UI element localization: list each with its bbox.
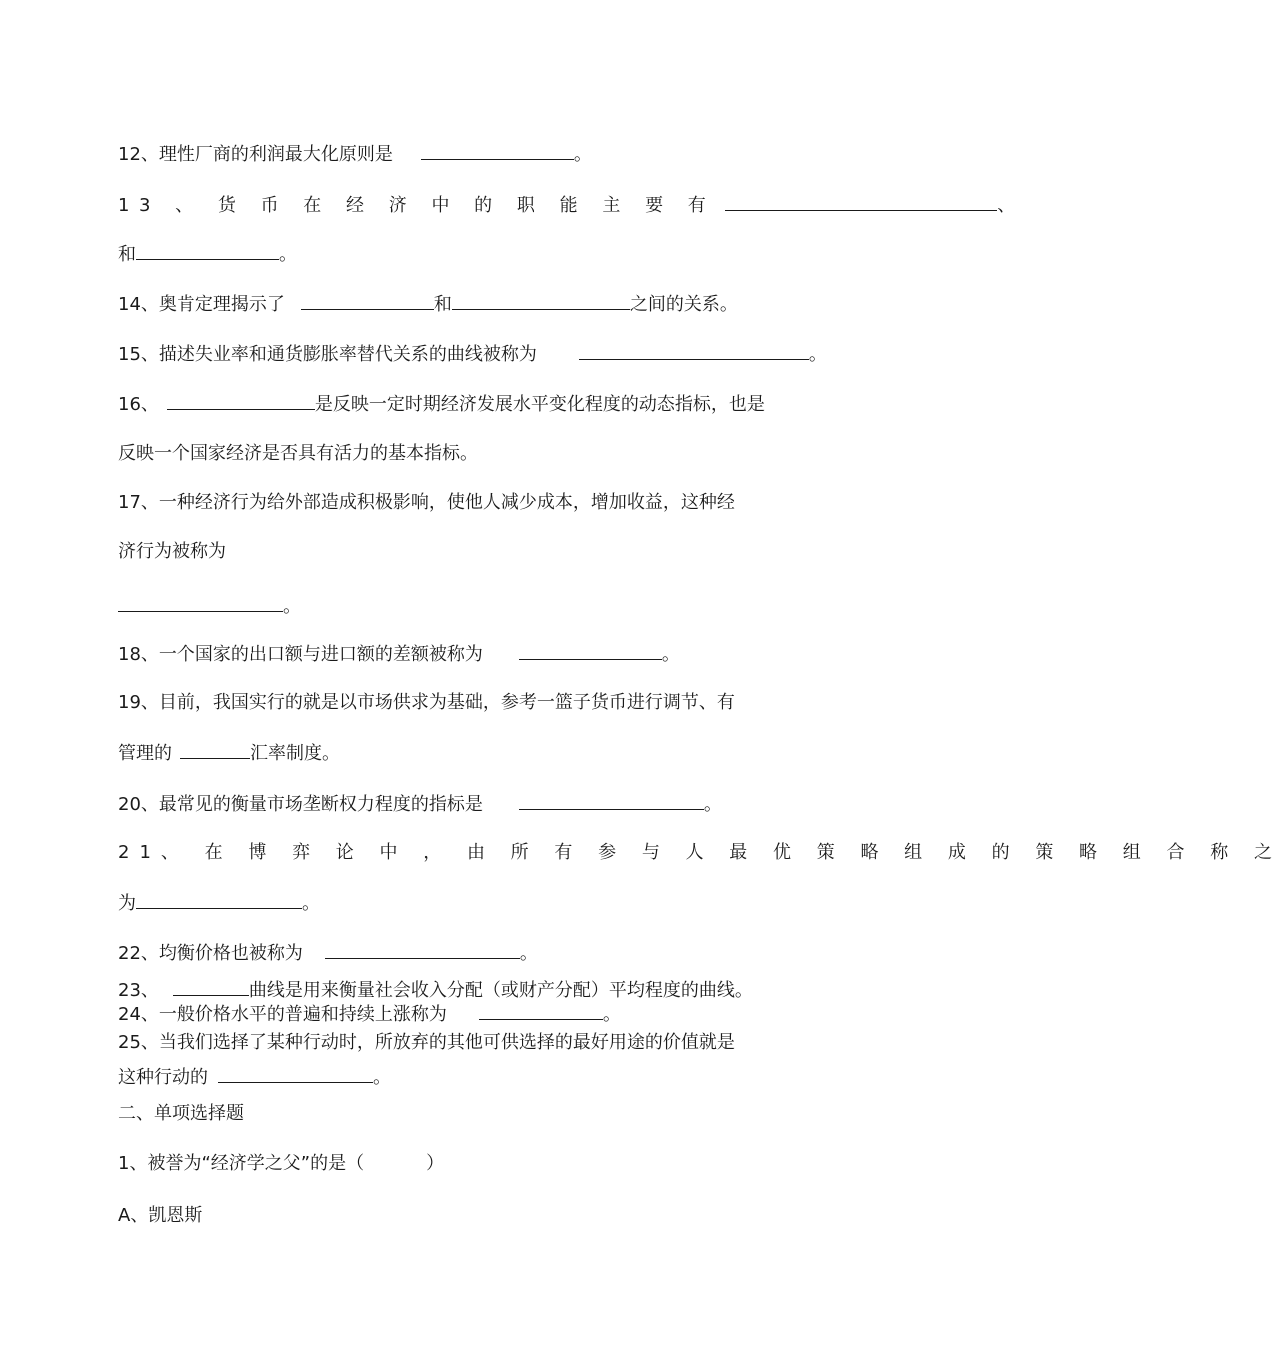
question-13-line2: 和 。 [118, 241, 297, 267]
answer-blank[interactable] [725, 192, 997, 211]
answer-blank[interactable] [118, 593, 283, 612]
question-13-text: 13 、 货 币 在 经 济 中 的 职 能 主 要 有 [118, 195, 716, 216]
question-17: 17、一种经济行为给外部造成积极影响，使他人减少成本，增加收益，这种经 [118, 492, 735, 513]
question-18-text: 18、一个国家的出口额与进口额的差额被称为 [118, 644, 483, 665]
question-17-line2: 济行为被称为 [118, 541, 226, 562]
question-23: 23、 曲线是用来衡量社会收入分配（或财产分配）平均程度的曲线。 [118, 977, 753, 1003]
question-16-line2: 反映一个国家经济是否具有活力的基本指标。 [118, 443, 478, 464]
question-14: 14、奥肯定理揭示了 和 之间的关系。 [118, 291, 738, 317]
question-25: 25、当我们选择了某种行动时，所放弃的其他可供选择的最好用途的价值就是 [118, 1032, 735, 1053]
question-14-text: 14、奥肯定理揭示了 [118, 294, 285, 315]
answer-blank[interactable] [421, 141, 574, 160]
answer-blank[interactable] [479, 1001, 603, 1020]
question-23-text: 曲线是用来衡量社会收入分配（或财产分配）平均程度的曲线。 [248, 980, 753, 1001]
answer-blank[interactable] [136, 890, 302, 909]
question-24-text: 24、一般价格水平的普遍和持续上涨称为 [118, 1004, 447, 1025]
question-17-line3: 。 [118, 593, 301, 619]
answer-blank[interactable] [167, 391, 315, 410]
answer-blank[interactable] [180, 740, 250, 759]
answer-blank[interactable] [136, 241, 279, 260]
question-16: 16、 是反映一定时期经济发展水平变化程度的动态指标，也是 [118, 391, 765, 417]
question-22-text: 22、均衡价格也被称为 [118, 943, 303, 964]
question-20-text: 20、最常见的衡量市场垄断权力程度的指标是 [118, 794, 483, 815]
question-22: 22、均衡价格也被称为 。 [118, 940, 538, 966]
answer-blank[interactable] [519, 641, 662, 660]
question-12-text: 12、理性厂商的利润最大化原则是 [118, 144, 393, 165]
answer-blank[interactable] [325, 940, 520, 959]
question-16-text: 是反映一定时期经济发展水平变化程度的动态指标，也是 [314, 394, 765, 415]
mc-question-1: 1、被誉为“经济学之父”的是（ ） [118, 1153, 445, 1174]
question-12: 12、理性厂商的利润最大化原则是 。 [118, 141, 592, 167]
option-a[interactable]: A、凯恩斯 [118, 1205, 203, 1226]
answer-blank[interactable] [218, 1064, 373, 1083]
answer-blank[interactable] [173, 977, 249, 996]
question-21-text: 21、 在 博 弈 论 中 ， 由 所 有 参 与 人 最 优 策 略 组 成 的 策 略 组 合 称 之 [118, 842, 1282, 863]
question-18: 18、一个国家的出口额与进口额的差额被称为 。 [118, 641, 680, 667]
question-21-line2: 为 。 [118, 890, 320, 916]
question-25-line2: 这种行动的 。 [118, 1064, 391, 1090]
question-13: 13 、 货 币 在 经 济 中 的 职 能 主 要 有 、 [118, 192, 1015, 218]
question-19: 19、目前，我国实行的就是以市场供求为基础，参考一篮子货币进行调节、有 [118, 692, 735, 713]
question-19-line2: 管理的 汇率制度。 [118, 740, 340, 766]
answer-blank[interactable] [519, 791, 704, 810]
answer-blank[interactable] [301, 291, 434, 310]
answer-blank[interactable] [452, 291, 630, 310]
question-24: 24、一般价格水平的普遍和持续上涨称为 。 [118, 1001, 621, 1027]
section-title: 二、单项选择题 [118, 1103, 244, 1124]
question-20: 20、最常见的衡量市场垄断权力程度的指标是 。 [118, 791, 722, 817]
question-21 [118, 841, 1282, 865]
question-15-text: 15、描述失业率和通货膨胀率替代关系的曲线被称为 [118, 344, 537, 365]
question-15: 15、描述失业率和通货膨胀率替代关系的曲线被称为 。 [118, 341, 827, 367]
answer-blank[interactable] [579, 341, 809, 360]
